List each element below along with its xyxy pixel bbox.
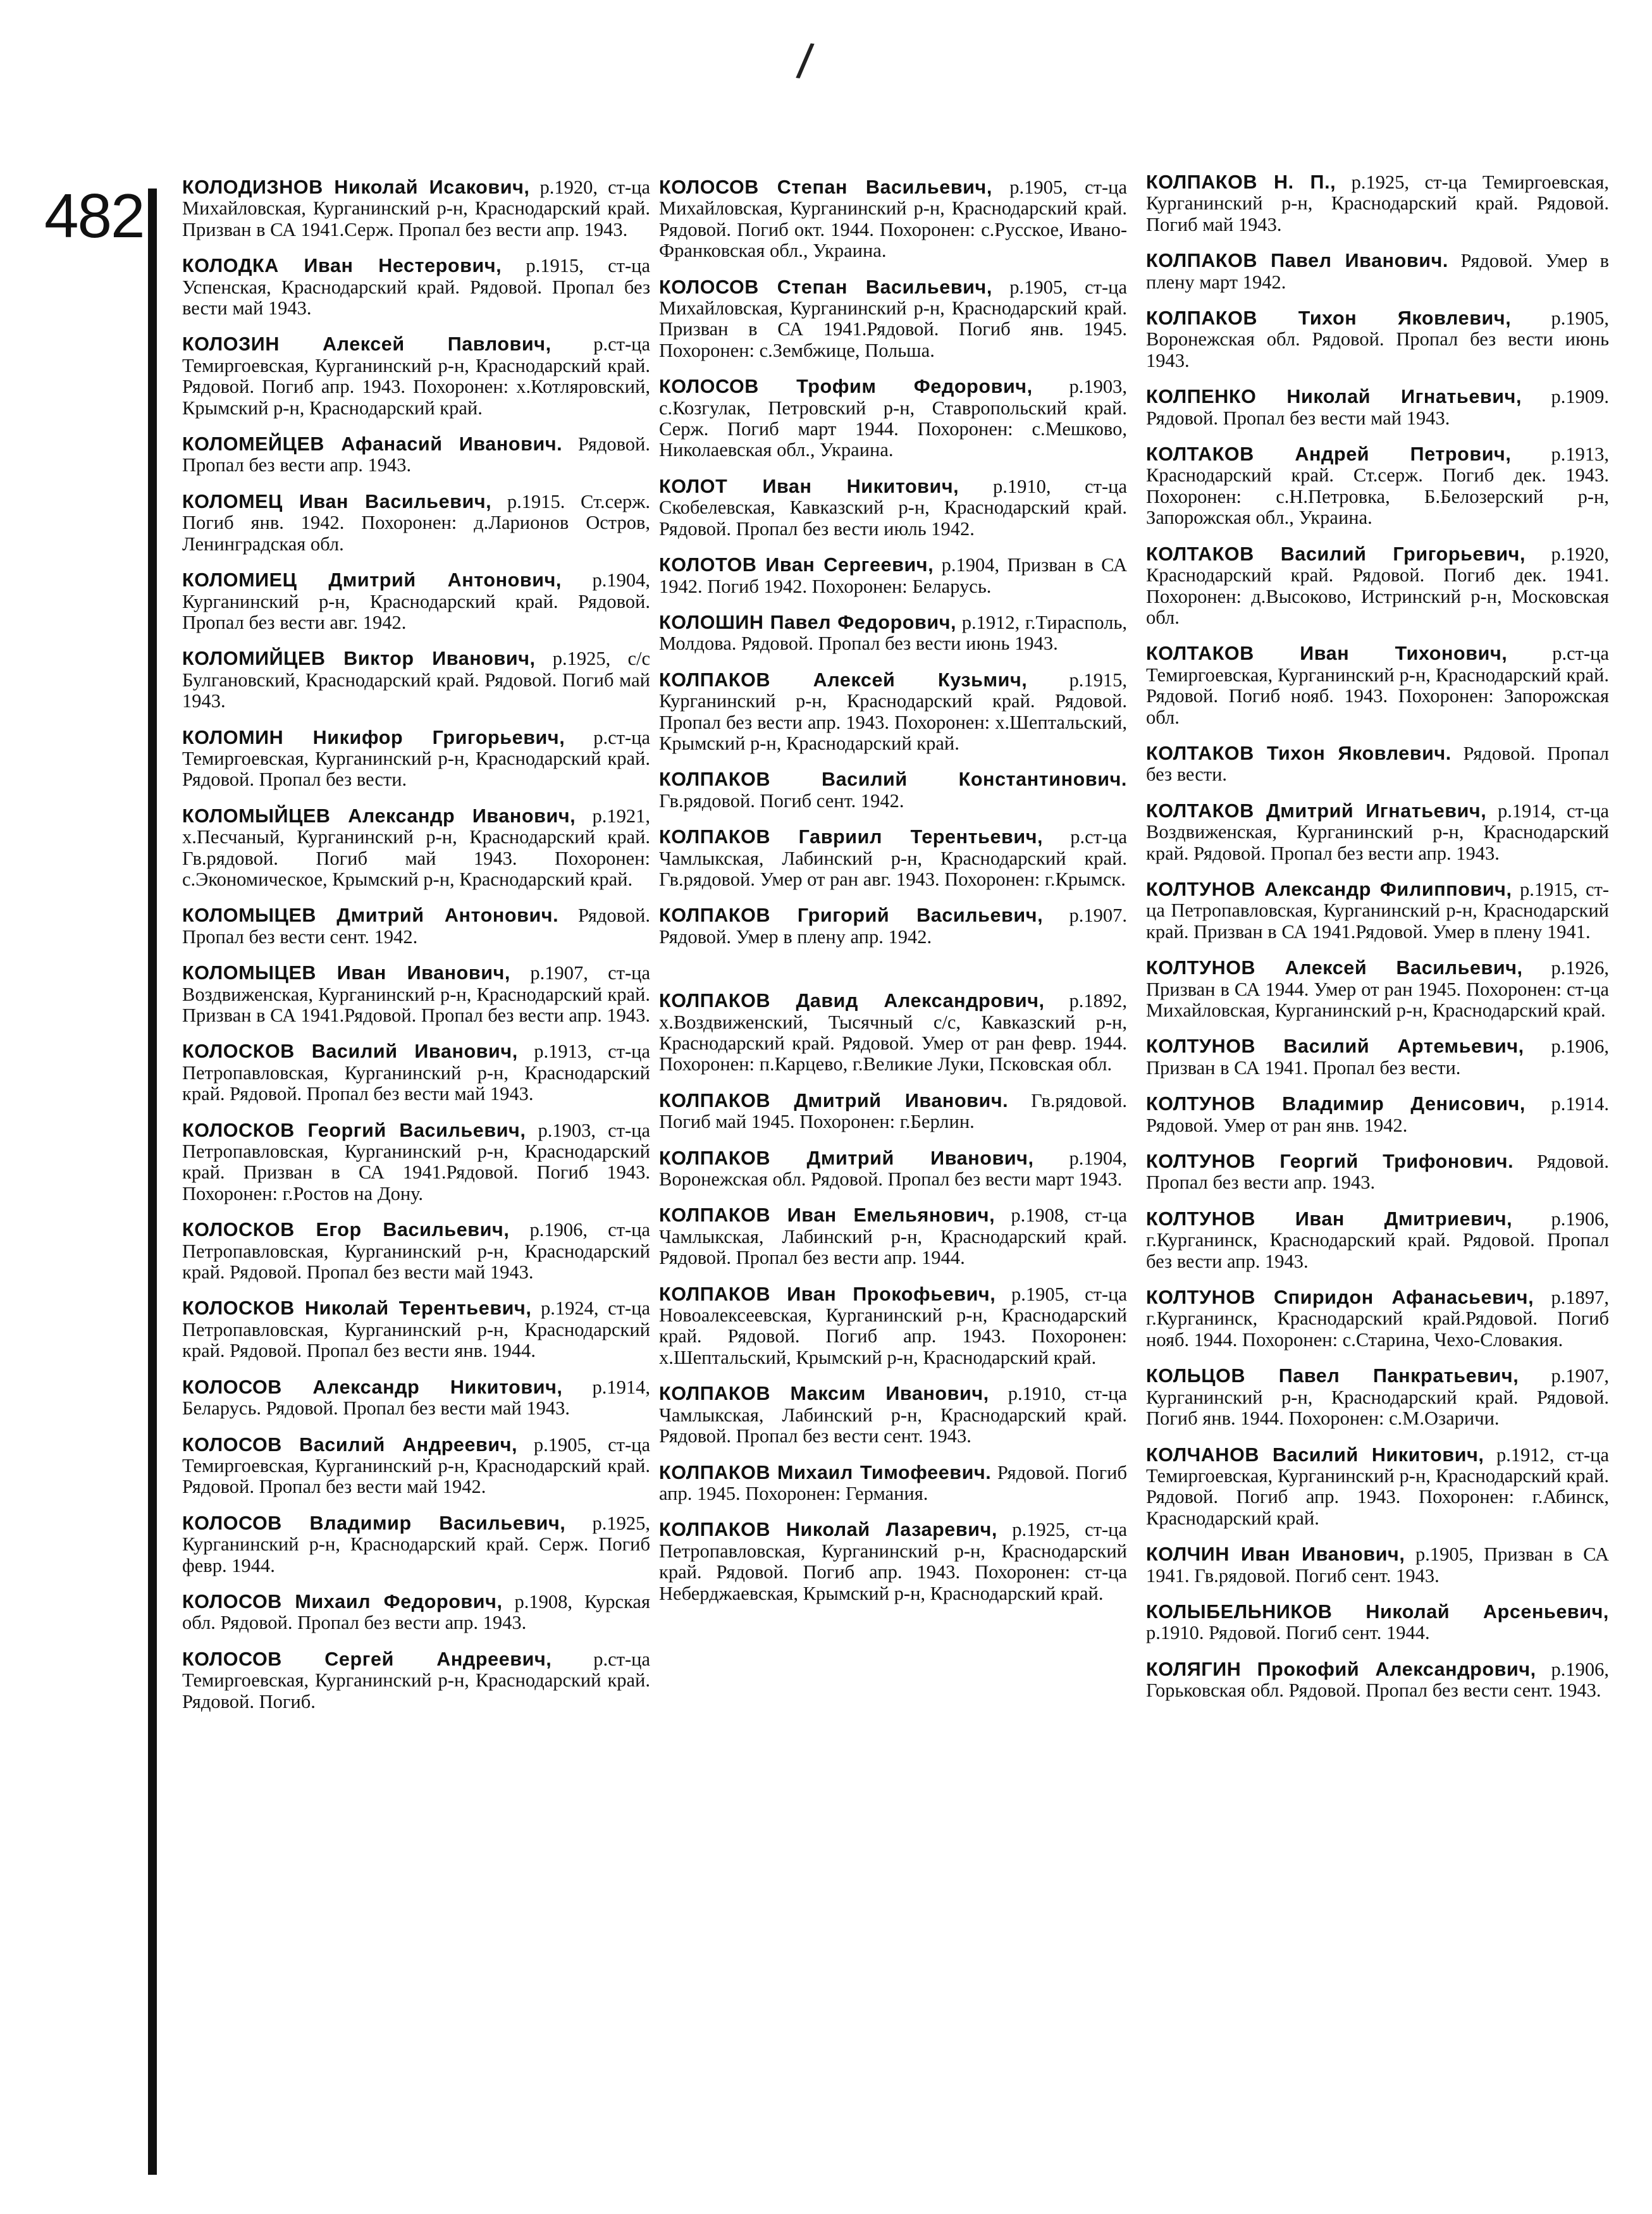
entry-details: р.1912, ст-ца Темиргоевская, Курганинский р-н, Краснодарский край. Рядовой. Погиб апр. 1943. Похоронен: г.Абинск, Краснодарский край.	[1146, 1444, 1609, 1529]
memorial-entry	[182, 1298, 650, 1361]
entry-name: КОЛТУНОВ Владимир Денисович,	[1146, 1093, 1526, 1115]
memorial-entry	[182, 1377, 650, 1419]
entry-details: р.1904, Призван в СА 1942. Погиб 1942. Похоронен: Беларусь.	[659, 554, 1127, 597]
memorial-entry	[1146, 958, 1609, 1021]
entry-name: КОЛПАКОВ Николай Лазаревич,	[659, 1519, 997, 1541]
entry-name: КОЛОМИЕЦ Дмитрий Антонович,	[182, 569, 562, 591]
entry-details: р.1925, Курганинский р-н, Краснодарский край. Серж. Погиб февр. 1944.	[182, 1512, 651, 1576]
entry-details: р.ст-ца Темиргоевская, Курганинский р-н, Краснодарский край. Рядовой. Погиб апр. 1943. Похоронен: х.Котляровский, Крымский р-н, Краснодарский край.	[182, 333, 650, 419]
memorial-entry	[182, 434, 650, 476]
memorial-entry	[182, 963, 650, 1026]
entry-name: КОЛОМЕЙЦЕВ Афанасий Иванович.	[182, 433, 563, 455]
memorial-entry	[659, 376, 1127, 461]
entry-name: КОЛПАКОВ Иван Емельянович,	[659, 1204, 996, 1227]
entry-details: р.1914, Беларусь. Рядовой. Пропал без вести май 1943.	[182, 1376, 650, 1419]
entry-details: р.1904, Курганинский р-н, Краснодарский край. Рядовой. Пропал без вести авг. 1942.	[182, 569, 650, 633]
entry-name: КОЛОСОВ Василий Андреевич,	[182, 1433, 518, 1456]
entry-details: р.1921, х.Песчаный, Курганинский р-н, Краснодарский край. Гв.рядовой. Погиб май 1943. Похоронен: с.Экономическое, Крымский р-н, Краснодарский край.	[182, 805, 650, 890]
entry-name: КОЛТУНОВ Георгий Трифонович.	[1146, 1151, 1514, 1173]
entry-name: КОЛОТ Иван Никитович,	[659, 475, 959, 497]
entry-details: р.ст-ца Темиргоевская, Курганинский р-н, Краснодарский край. Рядовой. Погиб нояб. 1943. Похоронен: Запорожская обл.	[1146, 643, 1609, 728]
memorial-entry	[1146, 444, 1609, 529]
entry-details: р.1906, Призван в СА 1941. Пропал без вести.	[1146, 1036, 1609, 1079]
memorial-entry	[1146, 1209, 1609, 1272]
entry-name: КОЛОТОВ Иван Сергеевич,	[659, 554, 934, 576]
column-2	[659, 177, 1127, 1619]
column-1	[182, 177, 650, 1728]
entry-details: р.1913, ст-ца Петропавловская, Курганинский р-н, Краснодарский край. Рядовой. Пропал без вести май 1943.	[182, 1041, 651, 1105]
memorial-entry	[182, 570, 650, 633]
entry-details: р.1914, ст-ца Воздвиженская, Курганинский р-н, Краснодарский край. Рядовой. Пропал без вести апр. 1943.	[1146, 800, 1610, 864]
column-3	[1146, 172, 1609, 1717]
entry-name: КОЛОСКОВ Георгий Васильевич,	[182, 1119, 526, 1141]
entry-name: КОЛЧАНОВ Василий Никитович,	[1146, 1444, 1484, 1466]
entry-details: р.1905, ст-ца Михайловская, Курганинский р-н, Краснодарский край. Рядовой. Погиб окт. 1944. Похоронен: с.Русское, Ивано-Франковская обл., Украина.	[659, 176, 1127, 262]
entry-details: р.1906, г.Курганинск, Краснодарский край. Рядовой. Пропал без вести апр. 1943.	[1146, 1208, 1610, 1272]
entry-details: р.1915, Курганинский р-н, Краснодарский край. Рядовой. Пропал без вести апр. 1943. Похоронен: х.Шептальский, Крымский р-н, Краснодарский край.	[659, 669, 1127, 754]
entry-name: КОЛОМИЙЦЕВ Виктор Иванович,	[182, 648, 536, 670]
entry-name: КОЛТАКОВ Иван Тихонович,	[1146, 643, 1508, 665]
entry-details: р.1915. Ст.серж. Погиб янв. 1942. Похоронен: д.Ларионов Остров, Ленинградская обл.	[182, 490, 651, 555]
page-number: 482	[44, 181, 144, 250]
entry-name: КОЛЬЦОВ Павел Панкратьевич,	[1146, 1365, 1519, 1387]
memorial-entry	[182, 1041, 650, 1104]
entry-details: Рядовой. Пропал без вести сент. 1942.	[182, 905, 650, 948]
entry-name: КОЛОСКОВ Егор Васильевич,	[182, 1219, 510, 1241]
memorial-entry	[659, 555, 1127, 597]
entry-name: КОЛПАКОВ Дмитрий Иванович.	[659, 1089, 1009, 1111]
entry-details: р.1906, Горьковская обл. Рядовой. Пропал без вести сент. 1943.	[1146, 1658, 1609, 1702]
entry-name: КОЛЯГИН Прокофий Александрович,	[1146, 1658, 1536, 1680]
entry-details: р.1910, ст-ца Чамлыкская, Лабинский р-н, Краснодарский край. Рядовой. Пропал без вести сент. 1943.	[659, 1383, 1128, 1447]
entry-name: КОЛОЗИН Алексей Павлович,	[182, 333, 552, 356]
entry-details: р.1905, Воронежская обл. Рядовой. Пропал без вести июнь 1943.	[1146, 307, 1609, 371]
memorial-entry	[182, 1513, 650, 1576]
entry-details: р.1920, Краснодарский край. Рядовой. Погиб дек. 1941. Похоронен: д.Высоково, Истринский р-н, Московская обл.	[1146, 543, 1609, 628]
entry-details: Рядовой. Пропал без вести апр. 1943.	[182, 433, 650, 476]
memorial-entry	[659, 1463, 1127, 1505]
entry-details: Гв.рядовой. Погиб сент. 1942.	[659, 789, 904, 812]
memorial-entry	[1146, 643, 1609, 728]
entry-name: КОЛПАКОВ Гавриил Терентьевич,	[659, 826, 1044, 848]
entry-name: КОЛОДИЗНОВ Николай Исакович,	[182, 176, 530, 198]
entry-name: КОЛОМЫЦЕВ Дмитрий Антонович.	[182, 905, 559, 927]
entry-name: КОЛТАКОВ Тихон Яковлевич.	[1146, 742, 1452, 764]
entry-details: р.1907, Курганинский р-н, Краснодарский край. Рядовой. Погиб янв. 1944. Похоронен: с.М.Озаричи.	[1146, 1365, 1609, 1430]
entry-name: КОЛОШИН Павел Федорович,	[659, 611, 957, 633]
entry-name: КОЛПАКОВ Максим Иванович,	[659, 1383, 989, 1405]
memorial-entry	[182, 1649, 650, 1712]
memorial-entry	[182, 492, 650, 555]
entry-name: КОЛТАКОВ Андрей Петрович,	[1146, 443, 1512, 466]
entry-name: КОЛТУНОВ Александр Филиппович,	[1146, 878, 1512, 900]
memorial-entry	[1146, 1094, 1609, 1136]
entry-name: КОЛОСОВ Владимир Васильевич,	[182, 1512, 566, 1534]
entry-details: р.ст-ца Темиргоевская, Курганинский р-н, Краснодарский край. Рядовой. Пропал без вести.	[182, 726, 651, 791]
entry-details: р.1915, ст-ца Петропавловская, Курганинский р-н, Краснодарский край. Призван в СА 1941.Рядовой. Умер в плену 1941.	[1146, 878, 1609, 943]
entry-details: Рядовой. Погиб апр. 1945. Похоронен: Германия.	[659, 1461, 1127, 1504]
entry-name: КОЛТУНОВ Василий Артемьевич,	[1146, 1036, 1524, 1058]
entry-name: КОЛПАКОВ Давид Александрович,	[659, 990, 1045, 1012]
memorial-entry	[659, 1284, 1127, 1369]
memorial-entry	[1146, 172, 1609, 235]
memorial-entry	[659, 905, 1127, 948]
memorial-entry	[659, 991, 1127, 1075]
memorial-entry	[1146, 308, 1609, 371]
entry-details: р.1904, Воронежская обл. Рядовой. Пропал без вести март 1943.	[659, 1147, 1128, 1190]
memorial-entry	[659, 1205, 1127, 1268]
entry-details: р.1903, с.Козгулак, Петровский р-н, Ставропольский край. Серж. Погиб март 1944. Похоронен: с.Мешково, Николаевская обл., Украина.	[659, 376, 1128, 461]
entry-details: р.ст-ца Темиргоевская, Курганинский р-н, Краснодарский край. Рядовой. Погиб.	[182, 1648, 651, 1712]
memorial-entry	[1146, 544, 1609, 629]
entry-name: КОЛОСОВ Степан Васильевич,	[659, 276, 992, 298]
entry-details: Рядовой. Пропал без вести апр. 1943.	[1146, 1151, 1609, 1194]
memorial-entry	[182, 177, 650, 240]
memorial-entry	[659, 476, 1127, 540]
entry-details: р.1913, Краснодарский край. Ст.серж. Погиб дек. 1943. Похоронен: с.Н.Петровка, Б.Белозерский р-н, Запорожская обл., Украина.	[1146, 443, 1610, 529]
memorial-entry	[659, 670, 1127, 755]
entry-name: КОЛОСОВ Трофим Федорович,	[659, 376, 1033, 398]
memorial-entry	[659, 277, 1127, 362]
entry-name: КОЛПАКОВ Василий Константинович.	[659, 769, 1127, 791]
entry-details: р.1903, ст-ца Петропавловская, Курганинский р-н, Краснодарский край. Призван в СА 1941.Рядовой. Погиб 1943. Похоронен: г.Ростов на Дону.	[182, 1119, 650, 1204]
entry-details: р.1925, ст-ца Петропавловская, Курганинский р-н, Краснодарский край. Рядовой. Погиб апр. 1943. Похоронен: ст-ца Неберджаевская, Крымский р-н, Краснодарский край.	[659, 1519, 1128, 1604]
entry-name: КОЛОМЕЦ Иван Васильевич,	[182, 490, 492, 512]
entry-details: р.1920, ст-ца Михайловская, Курганинский р-н, Краснодарский край. Призван в СА 1941.Серж. Пропал без вести апр. 1943.	[182, 176, 650, 240]
entry-details: р.1924, ст-ца Петропавловская, Курганинский р-н, Краснодарский край. Рядовой. Пропал без вести янв. 1944.	[182, 1297, 651, 1362]
entry-name: КОЛПАКОВ Михаил Тимофеевич.	[659, 1461, 992, 1483]
entry-details: р.1925, с/с Булгановский, Краснодарский край. Рядовой. Погиб май 1943.	[182, 648, 650, 712]
entry-details: р.1892, х.Воздвиженский, Тысячный с/с, Кавказский р-н, Краснодарский край. Рядовой. Умер от ран февр. 1944. Похоронен: п.Карцево, г.Великие Луки, Псковская обл.	[659, 990, 1127, 1075]
entry-name: КОЛПАКОВ Алексей Кузьмич,	[659, 669, 1028, 691]
memorial-entry	[1146, 1151, 1609, 1194]
entry-details: р.1914. Рядовой. Умер от ран янв. 1942.	[1146, 1093, 1609, 1136]
memorial-entry	[659, 612, 1127, 655]
memorial-entry	[1146, 1602, 1609, 1644]
entry-details: р.1908, ст-ца Чамлыкская, Лабинский р-н, Краснодарский край. Рядовой. Пропал без вести апр. 1944.	[659, 1204, 1127, 1269]
margin-bar	[148, 189, 157, 2175]
entry-name: КОЛПАКОВ Павел Иванович.	[1146, 250, 1448, 272]
entry-details: р.1905, ст-ца Михайловская, Курганинский р-н, Краснодарский край. Призван в СА 1941.Рядовой. Погиб янв. 1945. Похоронен: с.Зембжице, Польша.	[659, 276, 1127, 361]
entry-name: КОЛОСОВ Степан Васильевич,	[659, 176, 992, 198]
entry-details: р.1907, ст-ца Воздвиженская, Курганинский р-н, Краснодарский край. Призван в СА 1941.Рядовой. Пропал без вести апр. 1943.	[182, 962, 651, 1026]
entry-name: КОЛОСОВ Михаил Федорович,	[182, 1590, 503, 1612]
entry-details: р.1912, г.Тирасполь, Молдова. Рядовой. Пропал без вести июнь 1943.	[659, 611, 1128, 655]
entry-details: р.1915, ст-ца Успенская, Краснодарский край. Рядовой. Пропал без вести май 1943.	[182, 255, 650, 319]
entry-name: КОЛТУНОВ Спиридон Афанасьевич,	[1146, 1287, 1534, 1309]
entry-details: р.ст-ца Чамлыкская, Лабинский р-н, Краснодарский край. Гв.рядовой. Умер от ран авг. 1943. Похоронен: г.Крымск.	[659, 826, 1128, 890]
entry-details: р.1905, ст-ца Темиргоевская, Курганинский р-н, Краснодарский край. Рядовой. Пропал без вести май 1942.	[182, 1433, 650, 1498]
entry-name: КОЛОСОВ Сергей Андреевич,	[182, 1648, 552, 1670]
top-mark: /	[794, 32, 816, 90]
memorial-entry	[1146, 1659, 1609, 1702]
memorial-entry	[182, 1220, 650, 1283]
entry-name: КОЛПАКОВ Иван Прокофьевич,	[659, 1283, 996, 1305]
entry-details: р.1926, Призван в СА 1944. Умер от ран 1945. Похоронен: ст-ца Михайловская, Курганинский р-н, Краснодарский край.	[1146, 957, 1609, 1021]
memorial-entry	[659, 827, 1127, 890]
entry-name: КОЛПАКОВ Григорий Васильевич,	[659, 905, 1044, 927]
entry-name: КОЛТАКОВ Василий Григорьевич,	[1146, 543, 1526, 565]
entry-name: КОЛПАКОВ Тихон Яковлевич,	[1146, 307, 1512, 330]
entry-details: р.1897, г.Курганинск, Краснодарский край.Рядовой. Погиб нояб. 1944. Похоронен: с.Старина, Чехо-Словакия.	[1146, 1287, 1609, 1351]
memorial-entry	[1146, 250, 1609, 293]
memorial-entry	[1146, 879, 1609, 943]
entry-name: КОЛОМИН Никифор Григорьевич,	[182, 726, 565, 748]
entry-details: р.1906, ст-ца Петропавловская, Курганинский р-н, Краснодарский край. Рядовой. Пропал без вести май 1943.	[182, 1219, 650, 1283]
memorial-entry	[182, 334, 650, 419]
memorial-entry	[182, 1435, 650, 1498]
entry-name: КОЛЫБЕЛЬНИКОВ Николай Арсеньевич,	[1146, 1600, 1609, 1623]
entry-name: КОЛПАКОВ Н. П.,	[1146, 171, 1336, 193]
memorial-entry	[659, 1091, 1127, 1133]
memorial-entry	[182, 648, 650, 712]
entry-name: КОЛОМЫЙЦЕВ Александр Иванович,	[182, 805, 576, 827]
memorial-entry	[182, 727, 650, 791]
entry-details: р.1908, Курская обл. Рядовой. Пропал без вести апр. 1943.	[182, 1590, 650, 1634]
memorial-entry	[659, 1148, 1127, 1190]
entry-name: КОЛОСКОВ Василий Иванович,	[182, 1041, 518, 1063]
entry-details: р.1910. Рядовой. Погиб сент. 1944.	[1146, 1622, 1430, 1644]
entry-details: р.1910, ст-ца Скобелевская, Кавказский р-н, Краснодарский край. Рядовой. Пропал без вести июль 1942.	[659, 475, 1127, 540]
memorial-entry	[1146, 387, 1609, 429]
entry-name: КОЛТУНОВ Иван Дмитриевич,	[1146, 1208, 1513, 1230]
entry-details: р.1907. Рядовой. Умер в плену апр. 1942.	[659, 905, 1128, 948]
entry-details: р.1905, Призван в СА 1941. Гв.рядовой. Погиб сент. 1943.	[1146, 1543, 1609, 1586]
entry-name: КОЛОДКА Иван Нестерович,	[182, 255, 502, 277]
memorial-entry	[182, 1592, 650, 1634]
memorial-entry	[1146, 1366, 1609, 1429]
entry-details: Рядовой. Пропал без вести.	[1146, 742, 1609, 786]
entry-name: КОЛОМЫЦЕВ Иван Иванович,	[182, 962, 510, 984]
memorial-entry	[659, 1519, 1127, 1604]
entry-name: КОЛЧИН Иван Иванович,	[1146, 1543, 1405, 1566]
memorial-entry	[1146, 1445, 1609, 1530]
memorial-entry	[1146, 801, 1609, 864]
memorial-entry	[659, 1383, 1127, 1447]
entry-name: КОЛПАКОВ Дмитрий Иванович,	[659, 1147, 1034, 1169]
memorial-entry	[1146, 743, 1609, 786]
memorial-entry	[1146, 1544, 1609, 1586]
memorial-entry	[659, 769, 1127, 812]
memorial-entry	[1146, 1287, 1609, 1351]
entry-name: КОЛТАКОВ Дмитрий Игнатьевич,	[1146, 800, 1487, 822]
memorial-entry	[182, 256, 650, 319]
entry-name: КОЛТУНОВ Алексей Васильевич,	[1146, 957, 1523, 979]
entry-name: КОЛОСОВ Александр Никитович,	[182, 1376, 563, 1398]
entry-details: р.1905, ст-ца Новоалексеевская, Курганинский р-н, Краснодарский край. Рядовой. Погиб апр. 1943. Похоронен: х.Шептальский, Крымский р-н, Краснодарский край.	[659, 1283, 1127, 1368]
memorial-entry	[182, 905, 650, 948]
memorial-entry	[659, 177, 1127, 262]
entry-name: КОЛОСКОВ Николай Терентьевич,	[182, 1297, 532, 1320]
entry-name: КОЛПЕНКО Николай Игнатьевич,	[1146, 386, 1522, 408]
spacer	[659, 963, 1127, 991]
entry-details: р.1925, ст-ца Темиргоевская, Курганинский р-н, Краснодарский край. Рядовой. Погиб май 1943.	[1146, 171, 1609, 235]
entry-details: р.1909. Рядовой. Пропал без вести май 1943.	[1146, 386, 1609, 429]
entry-details: Рядовой. Умер в плену март 1942.	[1146, 250, 1610, 293]
memorial-entry	[182, 1120, 650, 1205]
entry-details: Гв.рядовой. Погиб май 1945. Похоронен: г.Берлин.	[659, 1089, 1127, 1133]
memorial-entry	[1146, 1036, 1609, 1079]
memorial-entry	[182, 806, 650, 891]
